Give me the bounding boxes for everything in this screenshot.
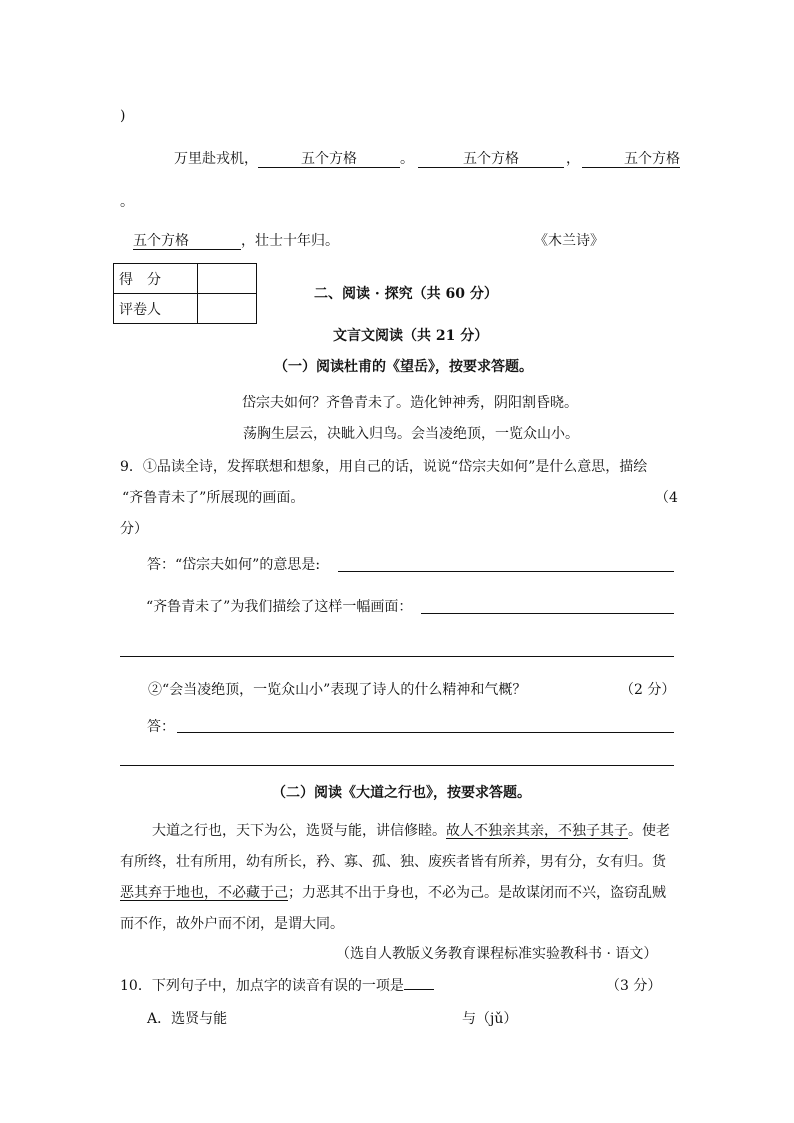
poem-fill-suffix: ，壮士十年归。 [241, 233, 339, 249]
q9-sub-question-2: ②“会当凌绝顶，一览众山小”表现了诗人的什么精神和气概？ [148, 682, 527, 698]
classical-reading-title: 文言文阅读（共 21 分） [333, 328, 489, 344]
q10-text: 10．下列句子中，加点字的读音有误的一项是 [120, 978, 404, 994]
passage-line-1-a: 大道之行也，天下为公，选贤与能，讲信修睦。 [152, 823, 446, 839]
grader-label: 评卷人 [114, 294, 198, 324]
poem-fill-prefix: 万里赴戎机， [174, 151, 258, 167]
passage-source: （选自人教版义务教育课程标准实验教科书 · 语文） [336, 946, 658, 962]
poem-fill-line1 [174, 150, 680, 168]
q9-answer-3-line[interactable] [177, 732, 674, 733]
passage-line-2: 有所终，壮有所用，幼有所长，矜、寡、孤、独、废疾者皆有所养，男有分，女有归。货 [120, 854, 666, 870]
q10-option-a-pinyin: 与（jǔ） [462, 1011, 518, 1027]
q10-stem [120, 977, 434, 995]
grader-value-cell[interactable] [198, 294, 257, 324]
q10-option-a[interactable]: A．选贤与能 [147, 1011, 228, 1027]
top-paren: ) [120, 108, 126, 124]
q9-answer-1-line[interactable] [338, 571, 674, 572]
q9-answer-3-line-cont[interactable] [120, 765, 674, 766]
passage-line-3 [120, 884, 666, 902]
q10-points: （3 分） [606, 978, 662, 994]
poem-blank-1[interactable]: 五个方格 [258, 151, 400, 168]
passage-underlined-1: 故人不独亲其亲，不独子其子 [446, 823, 628, 839]
poem-fill-dot: 。 [400, 151, 414, 167]
q9-sub-question-2-points: （2 分） [620, 682, 676, 698]
poem-blank-3[interactable]: 五个方格 [582, 151, 680, 168]
score-box [113, 263, 257, 324]
passage-line-4: 而不作，故外户而不闭，是谓大同。 [120, 916, 344, 932]
poem-line-2: 荡胸生层云，决眦入归鸟。会当凌绝顶，一览众山小。 [243, 426, 579, 442]
score-value-cell[interactable] [198, 264, 257, 294]
q9-answer-3-label: 答： [147, 719, 175, 735]
section2-title: 二、阅读 · 探究（共 60 分） [314, 286, 498, 302]
part1-title: （一）阅读杜甫的《望岳》，按要求答题。 [274, 359, 533, 375]
part2-title: （二）阅读《大道之行也》，按要求答题。 [272, 785, 531, 801]
poem-fill-dot-2: 。 [120, 194, 134, 210]
passage-line-1 [152, 822, 670, 840]
q9-points-b: 分） [120, 521, 148, 537]
poem-fill-comma: ， [566, 151, 580, 167]
passage-line-1-b: 。使老 [628, 823, 670, 839]
passage-underlined-2: 恶其弃于地也，不必藏于己 [120, 885, 288, 901]
q9-points-a: （4 [655, 490, 678, 506]
q9-answer-2-label: “齐鲁青未了”为我们描绘了这样一幅画面： [146, 599, 413, 615]
poem-blank-2[interactable]: 五个方格 [418, 151, 564, 168]
passage-line-3-b: ；力恶其不出于身也，不必为己。是故谋闭而不兴，盗窃乱贼 [288, 885, 666, 901]
poem-line-1: 岱宗夫如何？齐鲁青未了。造化钟神秀，阴阳割昏晓。 [242, 395, 578, 411]
poem-source: 《木兰诗》 [534, 233, 604, 249]
poem-fill-line2 [133, 232, 339, 250]
q9-answer-1-label: 答：“岱宗夫如何”的意思是: [147, 557, 321, 573]
q10-answer-blank[interactable] [404, 989, 434, 990]
q9-line-2: “齐鲁青未了”所展现的画面。 [122, 490, 305, 506]
score-label: 得 分 [114, 264, 198, 294]
poem-blank-4[interactable]: 五个方格 [133, 233, 241, 250]
q9-answer-2-line-cont[interactable] [120, 656, 674, 657]
q9-answer-2-line[interactable] [421, 613, 674, 614]
q9-line-1: 9．①品读全诗，发挥联想和想象，用自己的话，说说“岱宗夫如何”是什么意思，描绘 [120, 459, 648, 475]
